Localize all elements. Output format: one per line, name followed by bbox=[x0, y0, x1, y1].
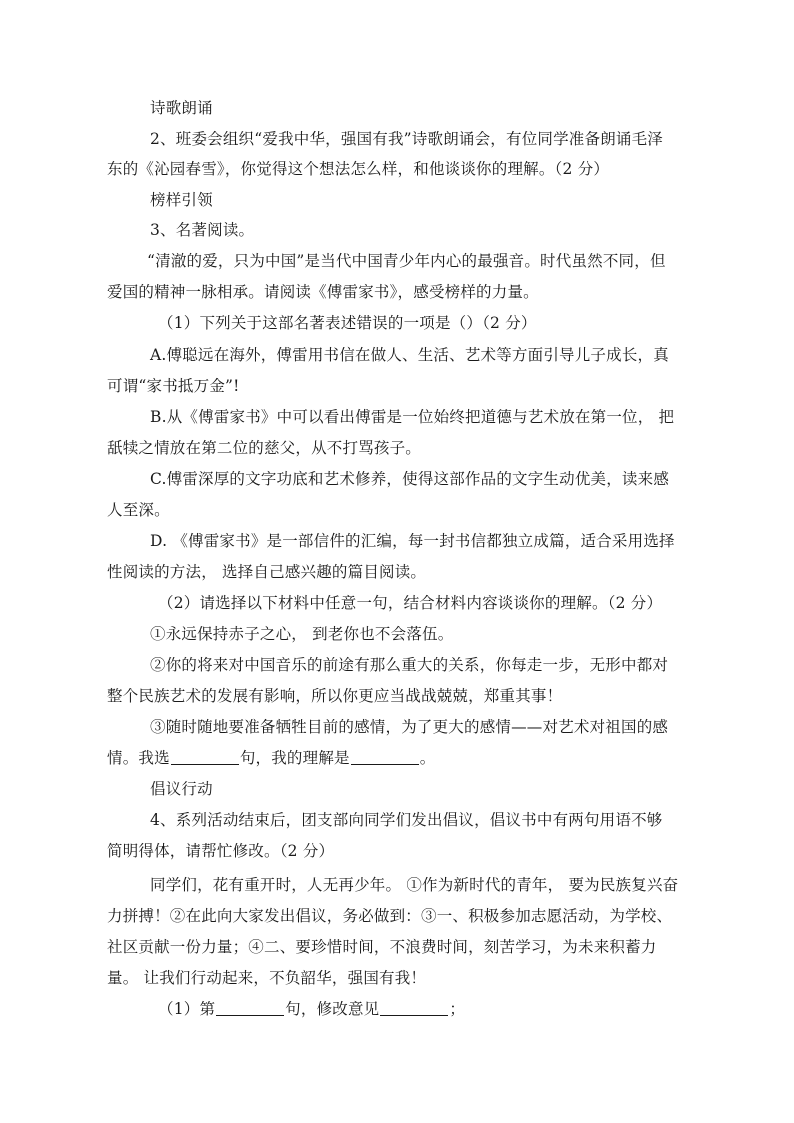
option-b: B.从《傅雷家书》中可以看出傅雷是一位始终把道德与艺术放在第一位， 把 bbox=[150, 408, 675, 426]
question-2-text-cont: 东的《沁园春雪》，你觉得这个想法怎么样，和他谈谈你的理解。（2 分） bbox=[107, 160, 610, 178]
sentence-choice-blank[interactable] bbox=[171, 748, 239, 765]
material-2: ②你的将来对中国音乐的前途有那么重大的关系，你每走一步，无形中都对 bbox=[150, 656, 669, 674]
proposal-paragraph-cont3: 量。 让我们行动起来，不负韶华，强国有我！ bbox=[107, 969, 427, 987]
answer-prefix: 情。我选 bbox=[107, 749, 170, 767]
material-2-cont: 整个民族艺术的发展有影响，所以你更应当战战兢兢，郑重其事！ bbox=[107, 687, 563, 705]
question-4-text: 4、系列活动结束后，团支部向同学们发出倡议，倡议书中有两句用语不够 bbox=[150, 811, 663, 829]
answer-suffix: 。 bbox=[419, 749, 436, 767]
subquestion-2: （2）请选择以下材料中任意一句，结合材料内容谈谈你的理解。（2 分） bbox=[158, 594, 663, 612]
proposal-paragraph: 同学们，花有重开时，人无再少年。 ①作为新时代的青年， 要为民族复兴奋 bbox=[150, 876, 679, 894]
option-d-cont: 性阅读的方法， 选择自己感兴趣的篇目阅读。 bbox=[107, 563, 427, 581]
option-c: C.傅雷深厚的文字功底和艺术修养，使得这部作品的文字生动优美，读来感 bbox=[150, 470, 670, 488]
option-d: D. 《傅雷家书》是一部信件的汇编，每一封书信都独立成篇，适合采用选择 bbox=[150, 532, 675, 550]
material-1: ①永远保持赤子之心， 到老你也不会落伍。 bbox=[150, 625, 454, 643]
proposal-paragraph-cont1: 力拼搏！②在此向大家发出倡议，务必做到：③一、积极参加志愿活动，为学校、 bbox=[107, 907, 673, 925]
option-c-cont: 人至深。 bbox=[107, 501, 170, 519]
option-a: A.傅聪远在海外，傅雷用书信在做人、生活、艺术等方面引导儿子成长，真 bbox=[150, 346, 669, 364]
section-heading-role-model: 榜样引领 bbox=[150, 191, 213, 209]
answer-middle: 句，我的理解是 bbox=[239, 749, 350, 767]
revision-suffix: ； bbox=[449, 1000, 466, 1018]
section-heading-initiative: 倡议行动 bbox=[150, 780, 213, 798]
intro-paragraph-cont: 爱国的精神一脉相承。请阅读《傅雷家书》，感受榜样的力量。 bbox=[107, 283, 539, 301]
intro-paragraph: “清澈的爱，只为中国”是当代中国青少年内心的最强音。时代虽然不同，但 bbox=[147, 252, 666, 270]
proposal-paragraph-cont2: 社区贡献一份力量；④二、要珍惜时间，不浪费时间，刻苦学习，为未来积蓄力 bbox=[107, 938, 657, 956]
sentence-number-blank[interactable] bbox=[216, 999, 284, 1016]
answer-fill-line bbox=[107, 747, 435, 769]
revision-middle: 句，修改意见 bbox=[285, 1000, 380, 1018]
option-b-cont: 舐犊之情放在第二位的慈父，从不打骂孩子。 bbox=[107, 439, 422, 457]
material-3: ③随时随地要准备牺牲目前的感情，为了更大的感情——对艺术对祖国的感 bbox=[150, 718, 669, 736]
subquestion-1: （1）下列关于这部名著表述错误的一项是（）（2 分） bbox=[158, 314, 537, 332]
revision-prefix: （1）第 bbox=[158, 1000, 216, 1018]
question-3-text: 3、名著阅读。 bbox=[150, 221, 255, 239]
revision-suggestion-blank[interactable] bbox=[380, 999, 448, 1016]
question-4-text-cont: 简明得体，请帮忙修改。（2 分） bbox=[107, 842, 335, 860]
option-a-cont: 可谓“家书抵万金”! bbox=[107, 377, 240, 395]
question-2-text: 2、班委会组织“爱我中华，强国有我”诗歌朗诵会，有位同学准备朗诵毛泽 bbox=[150, 130, 664, 148]
section-heading-poetry: 诗歌朗诵 bbox=[150, 99, 213, 117]
revision-fill-line bbox=[158, 998, 465, 1020]
understanding-blank[interactable] bbox=[351, 748, 419, 765]
